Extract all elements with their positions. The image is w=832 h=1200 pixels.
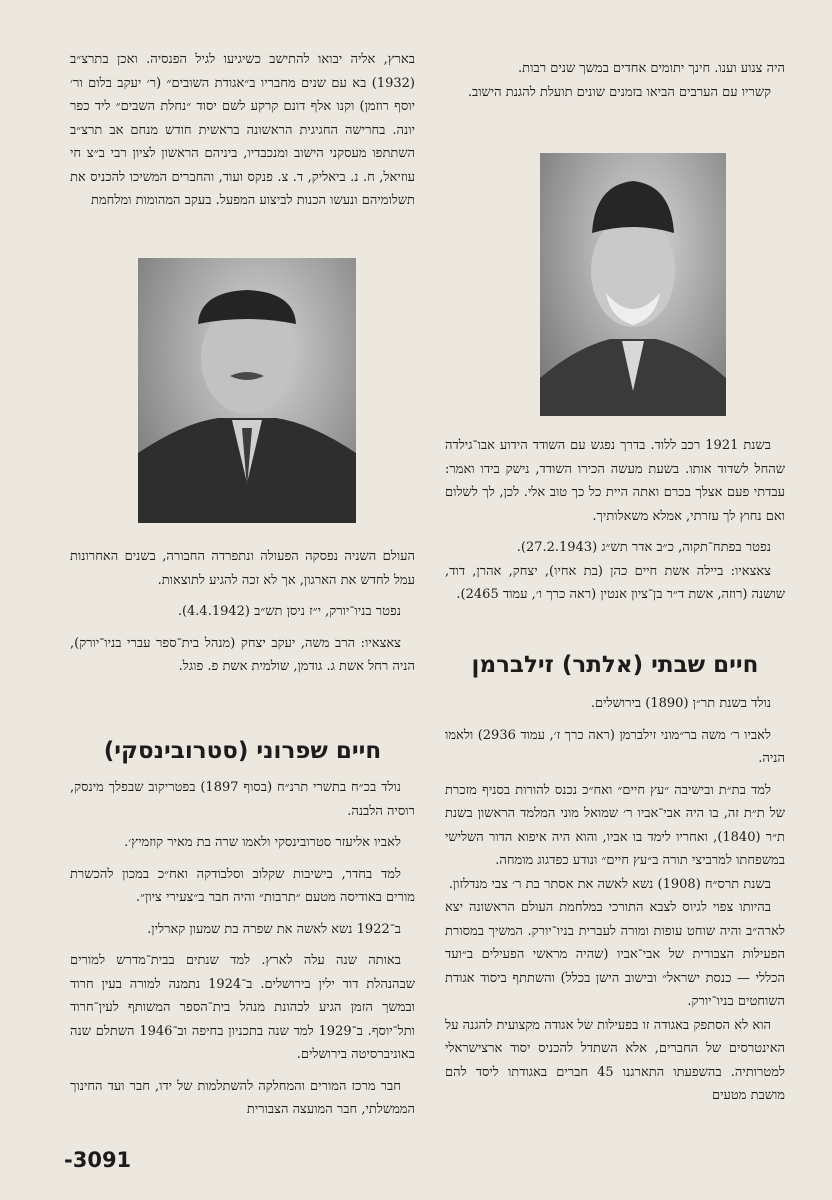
death-notice: נפטר בניו־יורק, י״ז ניסן תש״ב (4.4.1942).	[177, 604, 401, 619]
death-notice: נפטר בפתח־תקוה, כ״ב אדר תש״ג (27.2.1943).	[516, 540, 771, 555]
paragraph: לאביו אליעזר סטרובינסקי ולאמו שרה בת מאיר קוזמיץ׳.	[124, 835, 401, 850]
left-column-bio-text	[70, 776, 415, 1122]
portrait-photo-man-in-suit	[138, 258, 356, 523]
paragraph: נולד בשנת תר״ן (1890) בירושלים.	[590, 696, 771, 711]
portrait-silhouette	[540, 153, 726, 416]
paragraph: חבר מרכז המורים והמחלקה להשתלמות של ידו, חבר ועד החינוך הממשלתי, חבר המועצה הצבורית	[70, 1078, 415, 1117]
portrait-photo-elderly-man	[540, 153, 726, 416]
biography-title-silberman: חיים שבתי (אלתר) זילברמן	[471, 652, 759, 678]
paragraph: נולד בכ״ח בתשרי תרנ״ח (בסוף 1897) בפטריקוב שבפלך מינסק, רוסיה הלבנה.	[70, 780, 415, 819]
descendants: צאצאיו: ביילה אשת חיים כהן (בת אחיו), יצחק, אהרן, דוד, שושנה (רוזה, אשת ד״ר בן־ציון אנטין (ראה כרך ו׳, עמוד 2465).	[445, 563, 785, 602]
paragraph: בשנת 1921 רכב ללוד. בדרך נפגש עם השודד הידוע אבו־גילדה שהחל לשדוד אותו. בשעת מעשה הכירו השודד, נישק בידו ואמר: עבדתי פעם אצלך בכרם ואתה היית כל כך טוב אלי. לכן, לך לשלום ואם נחוץ לך עזרתי, אמלא משאלותיך.	[445, 438, 785, 524]
right-column-bio-text	[445, 692, 785, 1108]
paragraph: קשריו עם הערבים הביאו בזמנים שונים תועלת להגנת הישוב.	[467, 84, 771, 100]
paragraph: ב־1922 נשא לאשה את שפרה בת שמעון קארלין.	[147, 921, 401, 937]
paragraph: בהיותו צפוי לגיוס לצבא התורכי במלחמת העולם הראשונה יצא לארה״ב והיה שוחט עופות ומורה לעברית בניו־יורק. המשיך במסורת הפעילות הצבורית של אבי־אביו (שהיה מראשי הפעילים ב״ועד הכללי — כנסת ישראל״ ובישוב הישן בכלל) והשתתף ביסוד אגודת השוחטים בניו־יורק.	[445, 900, 785, 1009]
page-number: -3091	[64, 1148, 132, 1172]
left-column-top-text	[70, 48, 415, 213]
portrait-silhouette	[138, 258, 356, 523]
paragraph: היה צנוע וענו. חינך יתומים אחדים במשך שנים רבות.	[518, 61, 785, 76]
paragraph: בשנת תרס״ח (1908) נשא לאשה את אסתר בת ר׳ צבי מנדלזון.	[448, 876, 771, 892]
paragraph: באותה שנה עלה לארץ. למד שנתים בבית־מדרש למורים שבהנהלת דוד ילין בירושלים. ב־1924 נתמנה למורה בעין חרוד ובמשך הזמן הגיע לכהונת מנהל בית־הספר המשותף לעין־חרוד ותל־יוסף. ב־1929 למד שנה בתכניון בחיפה וב־1946 השתלם שנה באוניברסיטה בירושלים.	[70, 953, 415, 1062]
biography-title-shifroni: חיים שפרוני (סטרובינסקי)	[103, 738, 382, 764]
paragraph: הוא לא הסתפק באגודה זו בפעילות של אגודה מקצועית להגנה על האינטרסים של החברים, אלא השתדל להכניס יסוד ארצישראלי למטרותיה. בהשפעתו התארגנו 45 חברים באגודתו ליסד להם מושבת מטעים	[445, 1017, 785, 1103]
paragraph: לאביו ר׳ משה בר״מוני זילברמן (ראה כרך ז׳, עמוד 2936) ולאמו הניה.	[445, 727, 785, 766]
descendants: צאצאיו: הרב משה, יעקב יצחק (מנהל בית־ספר עברי בניו־יורק), הניה רחל אשת ג. גודמן, שולמית אשת פ. פוגל.	[70, 635, 415, 674]
right-column-mid-text	[445, 434, 785, 607]
right-column-top-text	[445, 57, 785, 104]
paragraph: העולם השניה נפסקה הפעולה ונתפרדה החבורה, בשנים האחרונות עמל לחדש את הארגון, אך לא זכה להגיע לתוצאות.	[70, 549, 415, 588]
paragraph: למד בת״ת ובישיבה ״עץ חיים״ ואח״כ נכנס להורות בסניף מזכרת של ת״ת זה, בו היה אבי־אביו ר׳ שמואל מוני המלמד הראשון בשנת ת״ר (1840), ואחריו לימד בו אביו, והוא היה איפוא הדור השלישי במשפחתו למרביצי תורה ב״עץ חיים״ ונודע כפדגוג מומחה.	[445, 782, 785, 868]
paragraph: בארץ, אליה יבואו להתישב כשיגיעו לגיל הפנסיה. ואכן בתרצ״ב (1932) בא עם שנים מחבריו ב״אגודת השובים״ (ר׳ יעקב בלום ור׳ יוסף רוזמן) וקנו אלף דונם קרקע לשם יסוד ״נחלת השבים״ ליד כפר יונה. בחרישה החגיגית הראשונה בראשית חודש מנחם אב תרצ״ב השתתפו מעסקני הישוב ומנכבדיו, ביניהם הראשון לציון רבי ב״צ חי עוזיאל, ח. נ. ביאליק, ד. צ. פנקס ועוד, והחברים המשיכו להכניס את תשלומיהם ונעשו הכנות לביצוע המפעל. בעקב המהומות ומלחמת	[70, 52, 415, 208]
paragraph: למד בחדר, בישיבות שקלוב וסלבודקה ואח״כ במכון להכשרת מורים באודיסה מטעם ״תרבות״ והיה חבר ב״צעירי ציון״.	[70, 866, 415, 905]
left-column-mid-text	[70, 545, 415, 679]
